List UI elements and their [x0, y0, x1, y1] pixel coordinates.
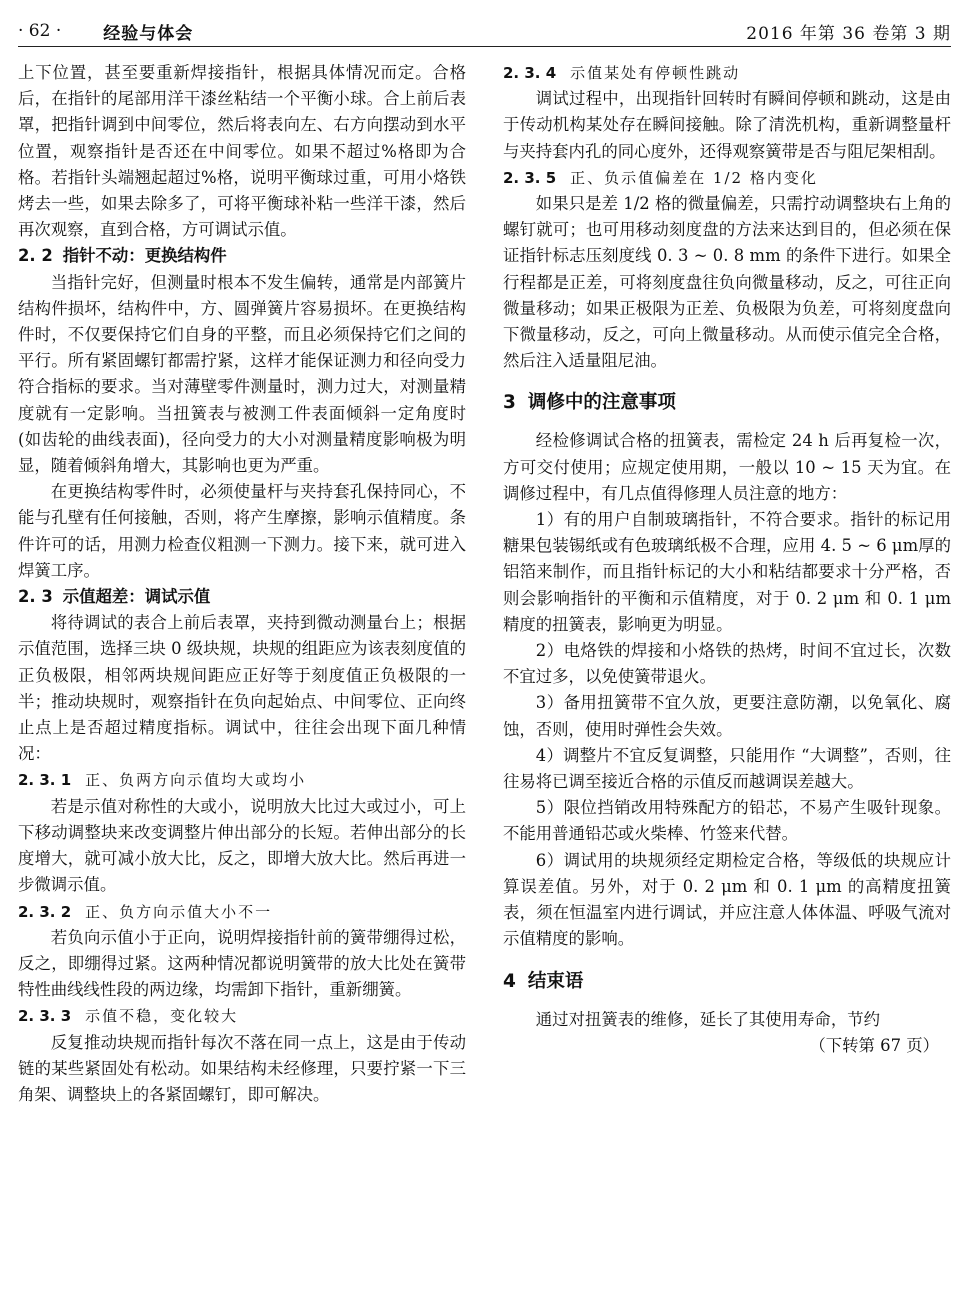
heading-number: 2. 3. 3 [18, 1007, 72, 1026]
issue-info: 2016 年第 36 卷第 3 期 [746, 23, 951, 44]
heading-title: 指针不动：更换结构件 [62, 246, 227, 266]
heading-number: 3 [503, 392, 516, 414]
heading-number: 2. 2 [18, 246, 53, 266]
heading-2-3-2 [18, 899, 466, 925]
page-number: · 62 · [18, 21, 62, 41]
list-item: 4）调整片不宜反复调整，只能用作 “大调整”，否则，往往易将已调至接近合格的示值反而越调误差越大。 [503, 745, 951, 792]
paragraph: 将待调试的表合上前后表罩，夹持到微动测量台上；根据示值范围，选择三块 0 级块规，块规的组距应为该表刻度值的正负极限，相邻两块规间距应正好等于刻度值正负极限的一半；推动块规时，观察指针在负向起始点、中间零位、正向终止点上是否超过精度指标。调试中，往往会出现下面几种情况： [18, 613, 466, 764]
heading-4 [503, 967, 951, 997]
heading-2-3 [18, 584, 466, 610]
heading-2-3-4 [503, 60, 951, 86]
paragraph: 在更换结构零件时，必须使量杆与夹持套孔保持同心，不能与孔壁有任何接触，否则，将产生摩擦，影响示值精度。条件许可的话，用测力检查仪粗测一下测力。接下来，就可进入焊簧工序。 [18, 482, 466, 580]
heading-2-3-5 [503, 165, 951, 191]
heading-number: 4 [503, 970, 516, 992]
heading-number: 2. 3. 1 [18, 771, 72, 790]
section-label: 经验与体会 [103, 23, 194, 44]
heading-title: 示值不稳，变化较大 [85, 1007, 239, 1026]
heading-title: 结束语 [527, 970, 584, 992]
paragraph-balance: 上下位置，甚至要重新焊接指针，根据具体情况而定。合格后，在指针的尾部用洋干漆丝粘结一个平衡小球。合上前后表罩，把指针调到中间零位，然后将表向左、右方向摆动到水平位置，观察指针是否还在中间零位。如果不超过%格即为合格。若指针头端翘起超过%格，说明平衡球过重，可用小烙铁烤去一些，如果去除多了，可将平衡球补粘一些洋干漆，然后再次观察，直到合格，方可调试示值。 [18, 63, 466, 240]
heading-3 [503, 388, 951, 418]
heading-number: 2. 3 [18, 587, 53, 607]
heading-title: 示值某处有停顿性跳动 [570, 64, 741, 82]
list-item: 1）有的用户自制玻璃指针，不符合要求。指针的标记用糖果包装锡纸或有色玻璃纸极不合理，应用 4. 5 ~ 6 μm厚的铝箔来制作，而且指针标记的大小和粘结都要求十分严格，否则会影响指针的平衡和示值精度，对于 0. 2 μm 和 0. 1 μm 精度的扭簧表，影响更为明显。 [503, 510, 951, 634]
paragraph: 当指针完好，但测量时根本不发生偏转，通常是内部簧片结构件损坏，结构件中，方、圆弹簧片容易损坏。在更换结构件时，不仅要保持它们自身的平整，而且必须保持它们之间的平行。所有紧固螺钉都需拧紧，这样才能保证测力和径向受力符合指标的要求。当对薄壁零件测量时，测力过大，对测量精度就有一定影响。当扭簧表与被测工件表面倾斜一定角度时(如齿轮的曲线表面)，径向受力的大小对测量精度影响极为明显，随着倾斜角增大，其影响也更为严重。 [18, 272, 466, 476]
paragraph: 若是示值对称性的大或小，说明放大比过大或过小，可上下移动调整块来改变调整片伸出部分的长短。若伸出部分的长度增大，就可减小放大比，反之，即增大放大比。然后再进一步微调示值。 [18, 796, 466, 895]
list-item: 5）限位挡销改用特殊配方的铅芯，不易产生吸针现象。不能用普通铅芯或火柴棒、竹签来代替。 [503, 798, 951, 844]
paragraph: 调试过程中，出现指针回转时有瞬间停顿和跳动，这是由于传动机构某处存在瞬间接触。除了清洗机构，重新调整量杆与夹持套内孔的同心度外，还得观察簧带是否与阻尼架相刮。 [503, 89, 951, 161]
heading-title: 正、负示值偏差在 1/2 格内变化 [570, 168, 818, 187]
paragraph: 如果只是差 1/2 格的微量偏差，只需拧动调整块右上角的螺钉就可；也可用移动刻度盘的方法来达到目的，但必须在保证指针标志压刻度线 0. 3 ~ 0. 8 mm 的条件下进行。如果全行程都是正差，可将刻度盘往负向微量移动，反之，可往正向微量移动；如果正极限为正差、负极限为负差，可将刻度盘向下微量移动，反之，可向上微量移动。从而使示值完全合格，然后注入适量阻尼油。 [503, 194, 951, 371]
list-item: 2）电烙铁的焊接和小烙铁的热烤，时间不宜过长，次数不宜过多，以免使簧带退火。 [503, 641, 951, 687]
paragraph: 反复推动块规而指针每次不落在同一点上，这是由于传动链的某些紧固处有松动。如果结构未经修理，只要拧紧一下三角架、调整块上的各紧固螺钉，即可解决。 [18, 1032, 466, 1104]
heading-title: 调修中的注意事项 [527, 392, 676, 414]
paragraph: 若负向示值小于正向，说明焊接指针前的簧带绷得过松，反之，即绷得过紧。这两种情况都说明簧带的放大比处在簧带特性曲线线性段的两边缘，均需卸下指针，重新绷簧。 [18, 927, 466, 1000]
heading-2-3-1 [18, 767, 466, 793]
list-item: 6）调试用的块规须经定期检定合格，等级低的块规应计算误差值。另外，对于 0. 2 μm 和 0. 1 μm 的高精度扭簧表，须在恒温室内进行调试，并应注意人体体温、呼吸气流对示值精度的影响。 [503, 850, 951, 949]
heading-title: 正、负两方向示值均大或均小 [85, 771, 307, 790]
heading-number: 2. 3. 5 [503, 168, 557, 187]
continued-note: （下转第 67 页） [809, 1035, 939, 1055]
heading-number: 2. 3. 2 [18, 902, 72, 921]
paragraph: 经检修调试合格的扭簧表，需检定 24 h 后再复检一次，方可交付使用；应规定使用期，一般以 10 ~ 15 天为宜。在调修过程中，有几点值得修理人员注意的地方： [503, 431, 951, 503]
heading-title: 示值超差：调试示值 [62, 587, 211, 607]
running-header [18, 16, 951, 47]
right-column [503, 60, 951, 1059]
heading-title: 正、负方向示值大小不一 [85, 902, 273, 921]
paragraph: 通过对扭簧表的维修，延长了其使用寿命，节约 [535, 1009, 880, 1029]
heading-2-3-3 [18, 1003, 466, 1029]
left-column [18, 60, 466, 1108]
heading-2-2 [18, 243, 466, 269]
heading-number: 2. 3. 4 [503, 64, 557, 82]
list-item: 3）备用扭簧带不宜久放，更要注意防潮，以免氧化、腐蚀，否则，使用时弹性会失效。 [503, 693, 951, 739]
